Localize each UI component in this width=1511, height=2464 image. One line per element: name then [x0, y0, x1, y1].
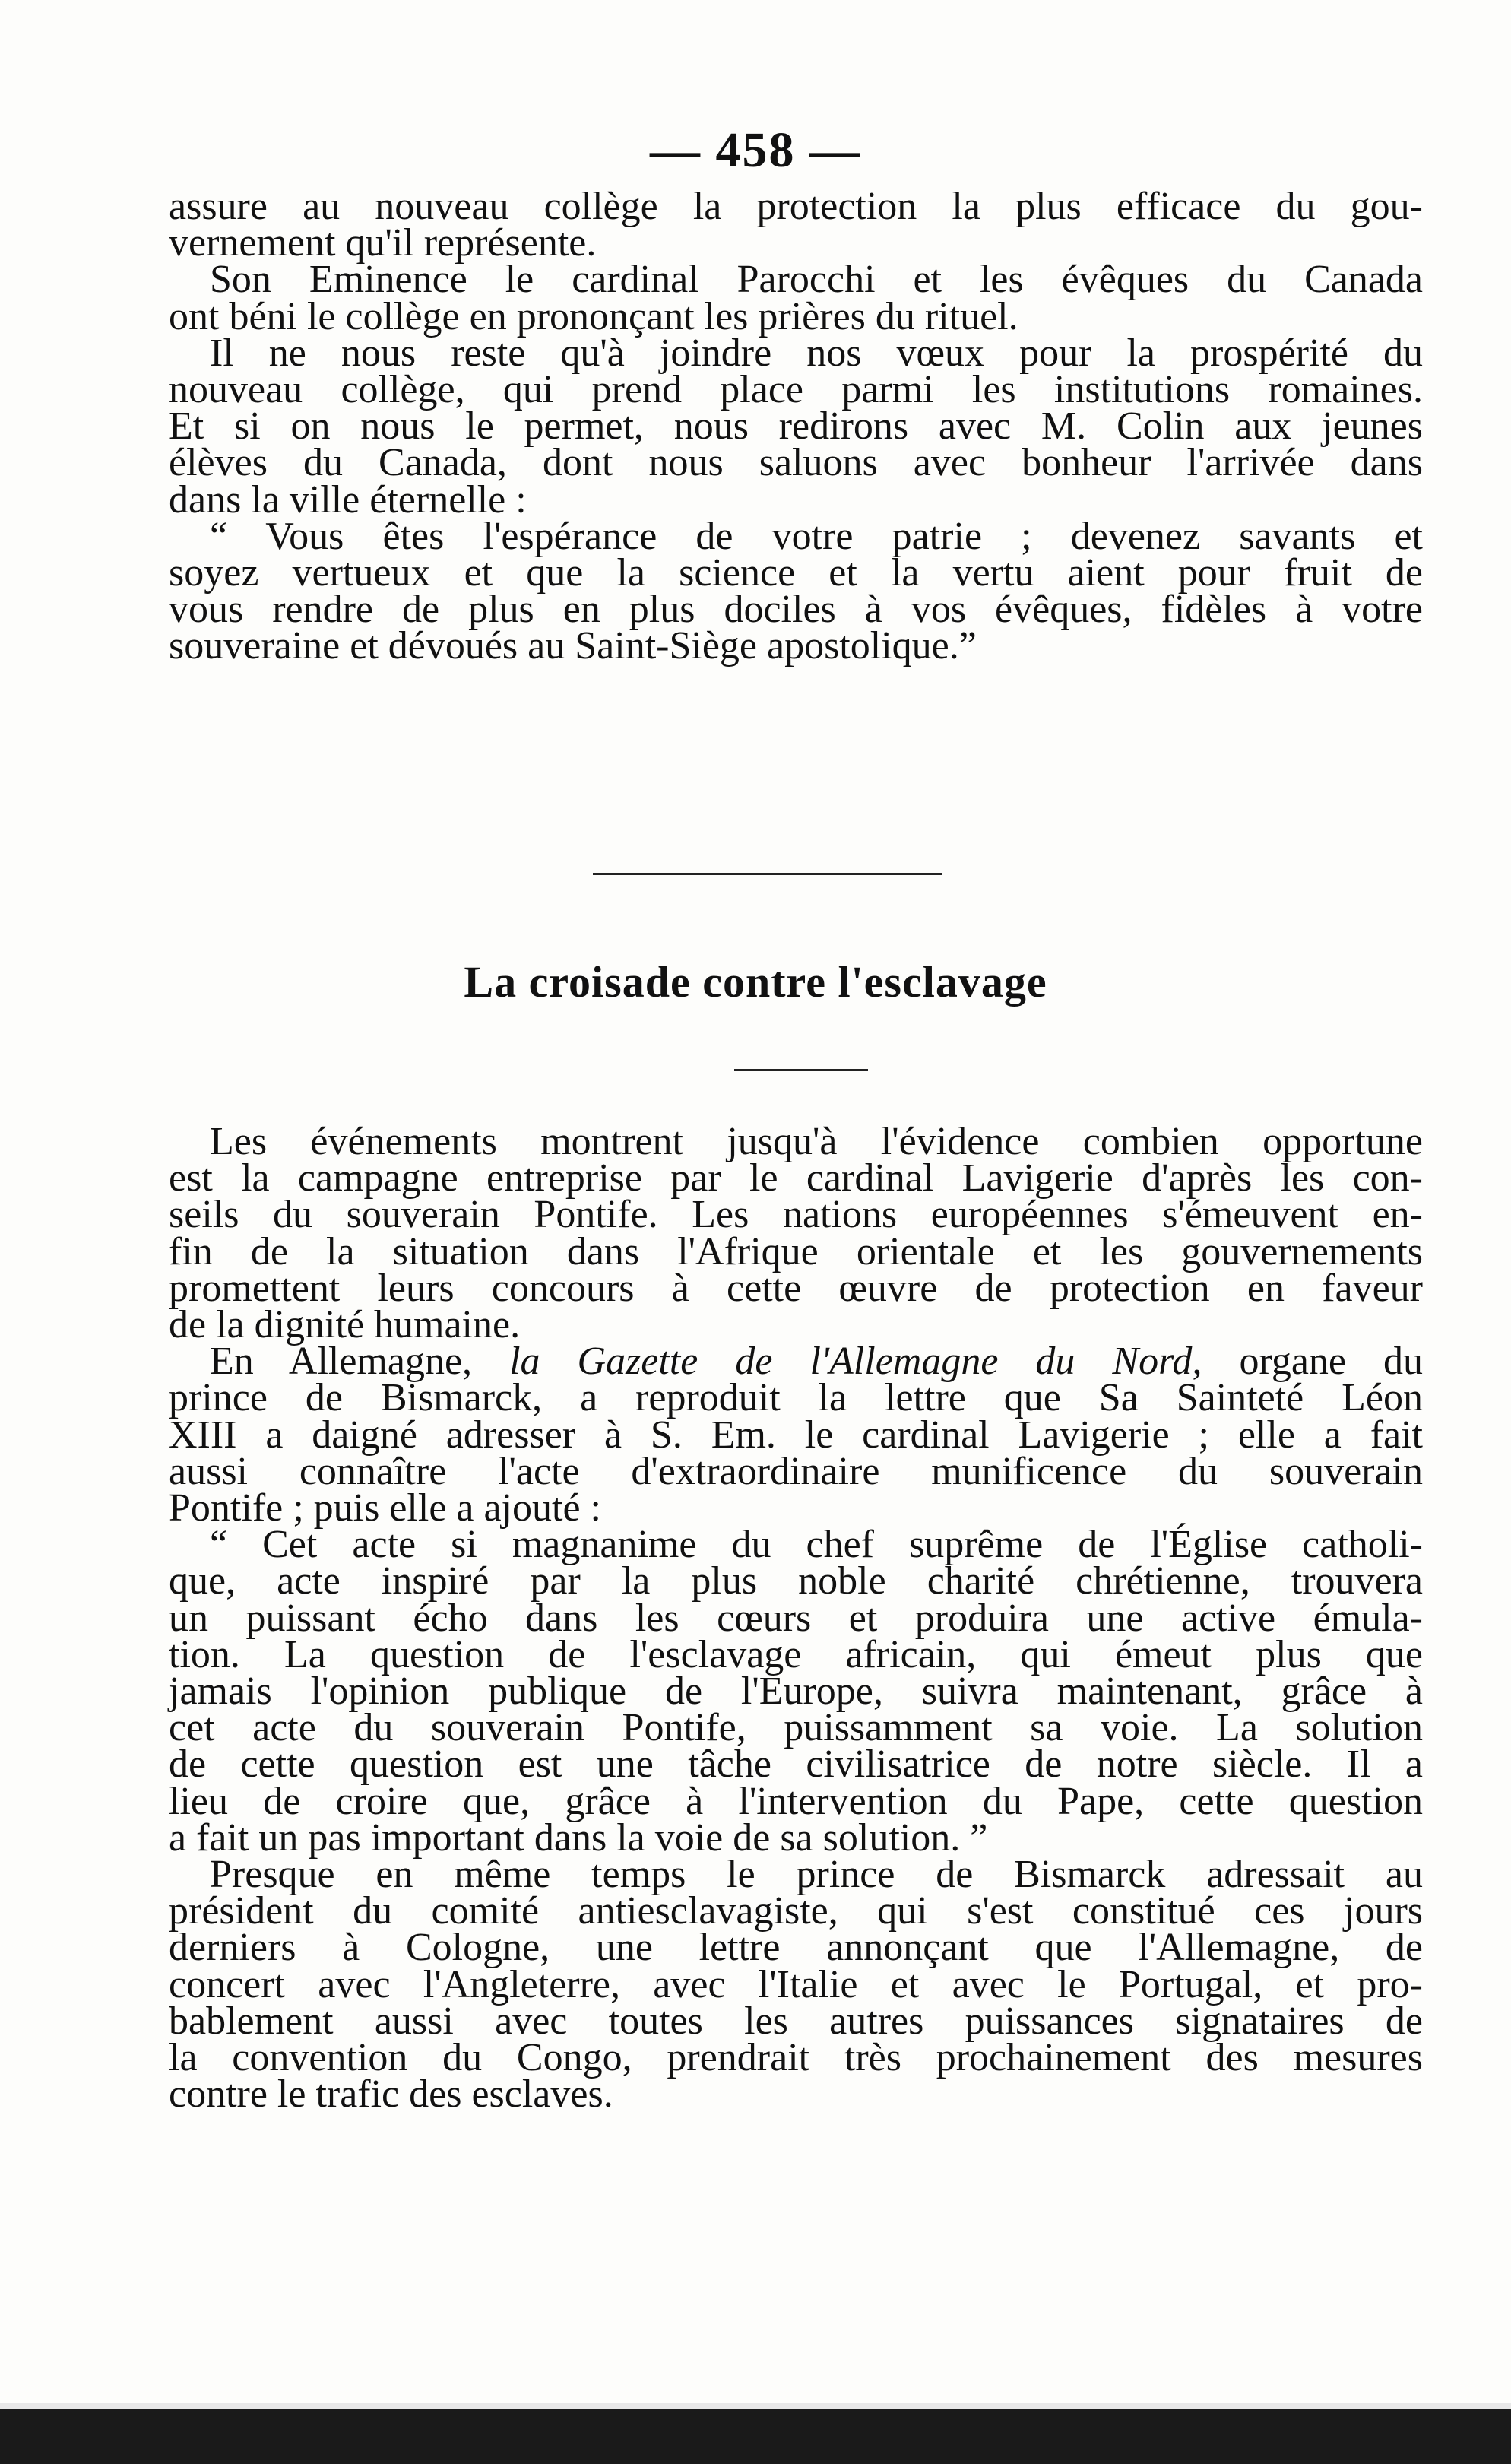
text-line-gazette	[169, 1340, 1423, 1384]
text-line: la convention du Congo, prendrait très prochainement des mesures	[169, 2036, 1423, 2080]
text-line: Les événements montrent jusqu'à l'évidence combien opportune	[210, 1120, 1423, 1163]
quote-line: cet acte du souverain Pontife, puissamment sa voie. La solution	[169, 1706, 1423, 1750]
quote-line: lieu de croire que, grâce à l'intervention du Pape, cette question	[169, 1779, 1423, 1823]
gazette-trail: , organe du	[1192, 1340, 1423, 1384]
text-line: contre le trafic des esclaves.	[169, 2072, 613, 2117]
text-line: Pontife ; puis elle a ajouté :	[169, 1486, 601, 1530]
page-number: — 458 —	[650, 122, 861, 178]
quote-line: de cette question est une tâche civilisatrice de notre siècle. Il a	[169, 1743, 1423, 1787]
text-line: Son Eminence le cardinal Parocchi et les évêques du Canada	[210, 258, 1423, 302]
text-line: Et si on nous le permet, nous redirons avec M. Colin aux jeunes	[169, 404, 1423, 449]
text-line: de la dignité humaine.	[169, 1303, 521, 1347]
text-line: bablement aussi avec toutes les autres puissances signataires de	[169, 1999, 1423, 2043]
scan-bottom-edge	[0, 2409, 1511, 2464]
text-line: ont béni le collège en prononçant les prières du rituel.	[169, 294, 1018, 338]
quote-line: que, acte inspiré par la plus noble charité chrétienne, trouvera	[169, 1559, 1423, 1603]
quote-line: tion. La question de l'esclavage africain, qui émeut plus que	[169, 1632, 1423, 1676]
quote-line: un puissant écho dans les cœurs et produira une active émula-	[169, 1596, 1423, 1640]
text-line: dans la ville éternelle :	[169, 477, 527, 522]
quote-line: jamais l'opinion publique de l'Europe, suivra maintenant, grâce à	[169, 1670, 1423, 1714]
text-line: vernement qu'il représente.	[169, 221, 597, 265]
gazette-title: la Gazette de l'Allemagne du Nord	[509, 1340, 1193, 1384]
text-line: derniers à Cologne, une lettre annonçant que l'Allemagne, de	[169, 1926, 1423, 1970]
scan-edge-gap	[0, 2403, 1511, 2409]
text-line: prince de Bismarck, a reproduit la lettre que Sa Sainteté Léon	[169, 1376, 1423, 1420]
text-line: président du comité antiesclavagiste, qui s'est constitué ces jours	[169, 1889, 1423, 1933]
quote-line: vous rendre de plus en plus dociles à vos évêques, fidèles à votre	[169, 588, 1423, 632]
text-line: seils du souverain Pontife. Les nations européennes s'émeuvent en-	[169, 1193, 1423, 1237]
text-line: Il ne nous reste qu'à joindre nos vœux pour la prospérité du	[210, 331, 1423, 375]
text-line: promettent leurs concours à cette œuvre de protection en faveur	[169, 1266, 1423, 1310]
text-line: est la campagne entreprise par le cardinal Lavigerie d'après les con-	[169, 1156, 1423, 1200]
section-divider-bottom	[734, 1069, 868, 1071]
top-text-block	[169, 185, 1423, 668]
section-title: La croisade contre l'esclavage	[464, 957, 1047, 1007]
text-line: XIII a daigné adresser à S. Em. le cardinal Lavigerie ; elle a fait	[169, 1413, 1423, 1457]
text-line: fin de la situation dans l'Afrique orientale et les gouvernements	[169, 1229, 1423, 1273]
quote-line: souveraine et dévoués au Saint-Siège apostolique.”	[169, 624, 977, 668]
text-line: concert avec l'Angleterre, avec l'Italie et avec le Portugal, et pro-	[169, 1962, 1423, 2006]
text-line: assure au nouveau collège la protection la plus efficace du gou-	[169, 185, 1423, 228]
text-line: élèves du Canada, dont nous saluons avec bonheur l'arrivée dans	[169, 441, 1423, 485]
quote-line: a fait un pas important dans la voie de sa solution. ”	[169, 1815, 988, 1860]
quote-line: “ Cet acte si magnanime du chef suprême de l'Église catholi-	[210, 1523, 1423, 1567]
bottom-text-block	[169, 1120, 1423, 2117]
quote-line: soyez vertueux et que la science et la vertu aient pour fruit de	[169, 551, 1423, 595]
section-divider-top	[593, 873, 942, 875]
text-line: aussi connaître l'acte d'extraordinaire munificence du souverain	[169, 1449, 1423, 1493]
gazette-lead: En Allemagne,	[210, 1340, 510, 1384]
text-line: nouveau collège, qui prend place parmi les institutions romaines.	[169, 368, 1423, 412]
text-line: Presque en même temps le prince de Bismarck adressait au	[210, 1853, 1423, 1897]
quote-line: “ Vous êtes l'espérance de votre patrie ; devenez savants et	[210, 514, 1423, 558]
